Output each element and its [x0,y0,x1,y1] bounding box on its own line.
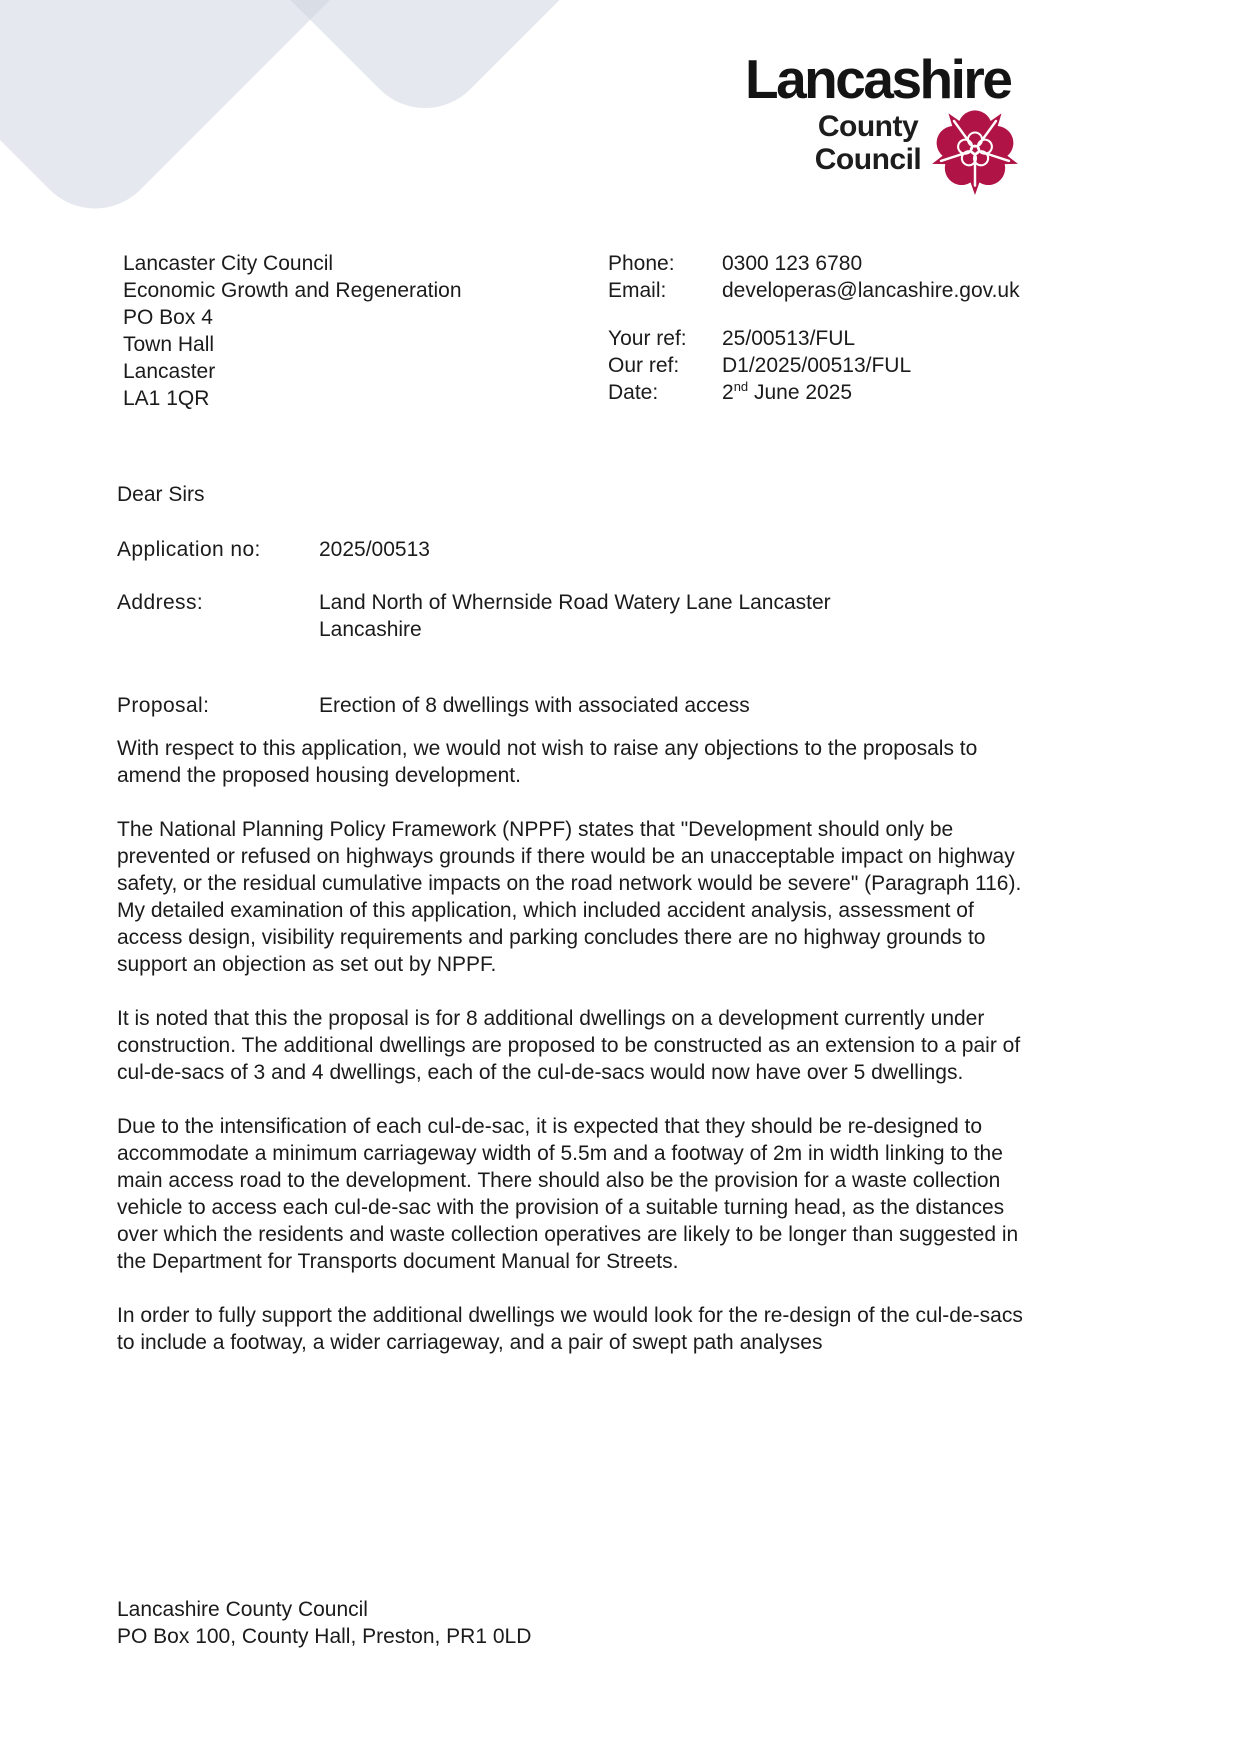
address-value: Land North of Whernside Road Watery Lane Lancaster Lancashire [319,591,831,641]
our-ref-label: Our ref: [608,354,680,377]
date-label: Date: [608,381,659,404]
date-rest: June 2025 [748,381,853,404]
recipient-line: Town Hall [123,333,215,356]
phone-value: 0300 123 6780 [722,252,863,275]
paragraph-4: Due to the intensification of each cul-de-sac, it is expected that they should be re-designed to accommodate a minimum carriageway width of 5.5m and a footway of 2m in width linking to the main access road to the development. There should also be the provision for a waste collection vehicle to access each cul-de-sac with the provision of a suitable turning head, as the distances over which the residents and waste collection operatives are likely to be longer than suggested in the Department for Transports document Manual for Streets. [117,1115,1019,1273]
lancashire-county-council-logo [745,48,1055,176]
proposal-label: Proposal: [117,694,210,717]
proposal-row [117,692,917,719]
paragraph-2: The National Planning Policy Framework (NPPF) states that "Development should only be prevented or refused on highways grounds if there would be an unacceptable impact on highway safety, or the residual cumulative impacts on the road network would be severe" (Paragraph 116). My detailed examination of this application, which included accident analysis, assessment of access design, visibility requirements and parking concludes there are no highway grounds to support an objection as set out by NPPF. [117,818,1022,976]
application-no-row [117,536,917,563]
contact-reference-block [608,250,1020,406]
paragraph-5: In order to fully support the additional dwellings we would look for the re-design of the cul-de-sacs to include a footway, a wider carriageway, and a pair of swept path analyses [117,1304,1023,1354]
recipient-line: Lancaster City Council [123,252,334,275]
email-label: Email: [608,279,667,302]
your-ref-value: 25/00513/FUL [722,327,856,350]
date-ordinal: nd [733,379,749,394]
application-details [117,536,917,719]
proposal-value: Erection of 8 dwellings with associated access [319,694,750,717]
footer-line1: Lancashire County Council [117,1598,368,1621]
footer-address [117,1596,531,1650]
application-no-value: 2025/00513 [319,538,430,561]
recipient-line: Lancaster [123,360,216,383]
paragraph-3: It is noted that this the proposal is for 8 additional dwellings on a development currently under construction. The additional dwellings are proposed to be constructed as an extension to a pair of cul-de-sacs of 3 and 4 dwellings, each of the cul-de-sacs would now have over 5 dwellings. [117,1007,1021,1084]
date-day: 2 [722,381,734,404]
email-value: developeras@lancashire.gov.uk [722,279,1020,302]
salutation: Dear Sirs [117,483,205,506]
recipient-line: PO Box 4 [123,306,213,329]
your-ref-label: Your ref: [608,327,687,350]
address-row [117,589,917,643]
logo-subtitle-line2: Council [814,143,922,176]
recipient-line: Economic Growth and Regeneration [123,279,462,302]
footer-line2: PO Box 100, County Hall, Preston, PR1 0LD [117,1625,532,1648]
phone-label: Phone: [608,252,675,275]
date-value [722,379,1020,406]
address-label: Address: [117,591,204,614]
logo-subtitle-line1: County [817,110,919,143]
application-no-label: Application no: [117,538,261,561]
paragraph-1: With respect to this application, we would not wish to raise any objections to the proposals to amend the proposed housing development. [117,737,978,787]
our-ref-value: D1/2025/00513/FUL [722,354,912,377]
letter-body [117,735,1035,1383]
logo-wordmark: Lancashire [745,48,1011,110]
contact-spacer [608,304,1020,325]
recipient-line: LA1 1QR [123,387,210,410]
lancashire-rose-icon [928,100,1022,196]
recipient-address-block [123,250,462,412]
